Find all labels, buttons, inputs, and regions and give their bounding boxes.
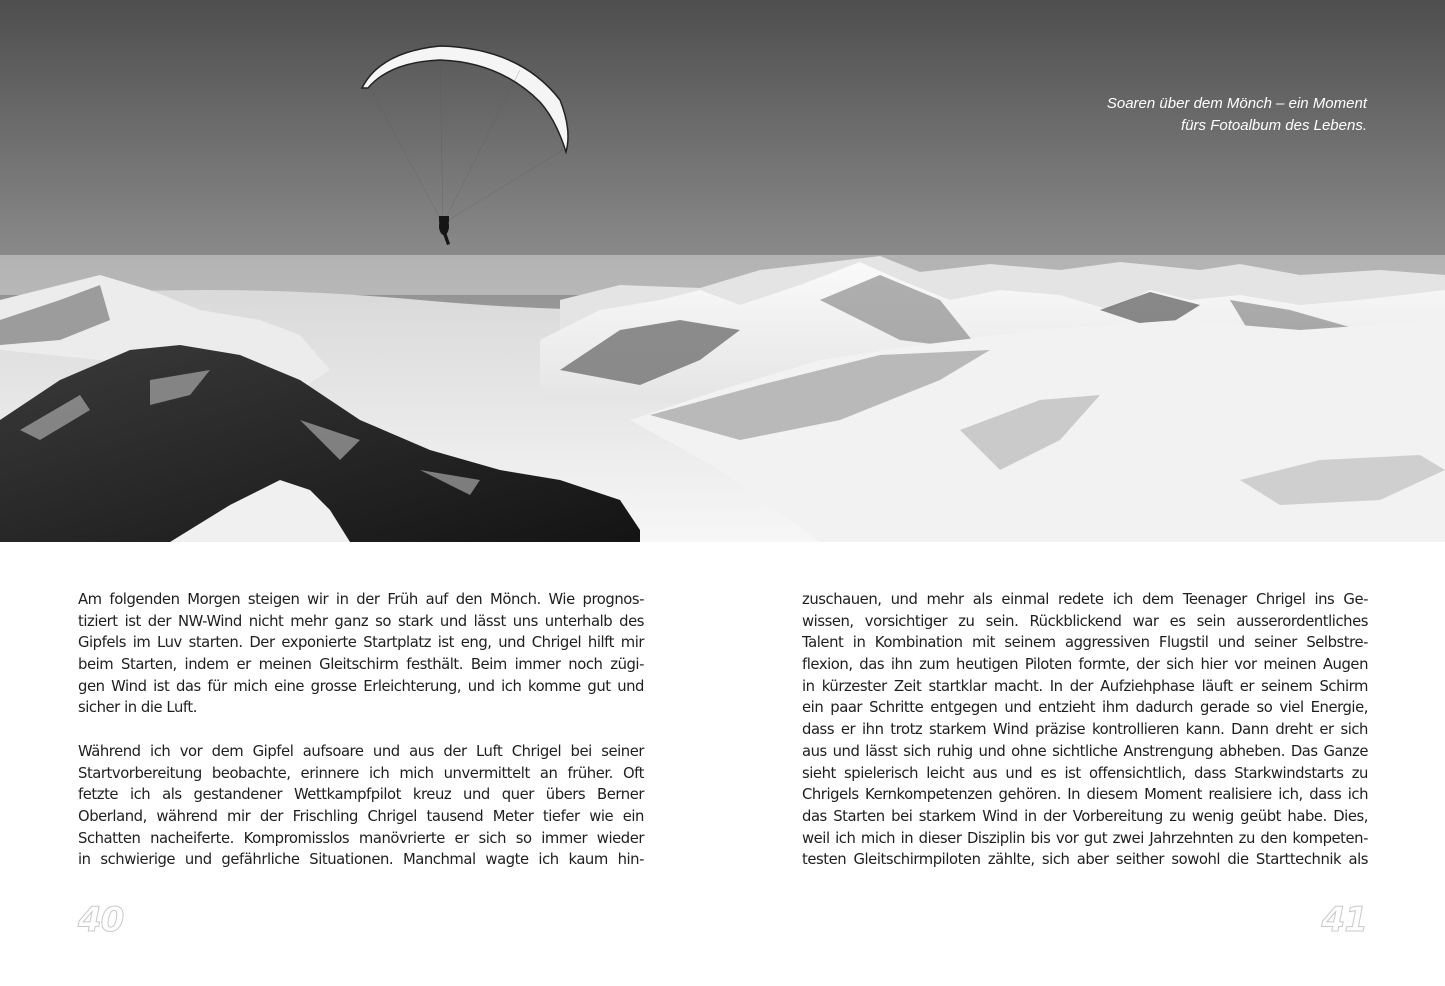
text-line: in kürzester Zeit startklar macht. In der Aufziehphase läuft er seinem Schirm xyxy=(802,677,1368,695)
text-line: Gipfels im Luv starten. Der exponierte Startplatz ist eng, und Chrigel hilft mir xyxy=(78,634,644,652)
text-line: Am folgenden Morgen steigen wir in der Früh auf den Mönch. Wie prognos- xyxy=(78,591,644,608)
text-line: sicher in die Luft. xyxy=(78,699,197,717)
text-line: sieht spielerisch leicht aus und es ist offensichtlich, dass Starkwindstarts zu xyxy=(802,764,1368,782)
text-line: Schatten nacheiferte. Kompromisslos manövrierte er sich so immer wieder xyxy=(78,829,644,847)
text-line: tiziert ist der NW-Wind nicht mehr ganz so stark und lässt uns unterhalb des xyxy=(78,612,644,630)
text-line: wissen, vorsichtiger zu sein. Rückblickend war es sein ausserordentliches xyxy=(802,612,1368,630)
text-line: testen Gleitschirmpiloten zählte, sich aber seither sowohl die Starttechnik als xyxy=(802,851,1368,869)
caption-line: Soaren über dem Mönch – ein Moment xyxy=(1106,95,1367,112)
photo-caption xyxy=(1107,93,1367,137)
paragraph xyxy=(78,741,644,871)
page-number-left: 40 xyxy=(78,900,124,940)
text-line: weil ich mich in dieser Disziplin bis vor gut zwei Jahrzehnten zu den kompeten- xyxy=(802,829,1368,847)
text-line: Oberland, während mir der Frischling Chrigel tausend Meter tiefer wie ein xyxy=(78,807,644,825)
text-line: beim Starten, indem er meinen Gleitschirm festhält. Beim immer noch zügi- xyxy=(78,656,644,674)
page-number-right: 41 xyxy=(1321,900,1367,940)
right-page-text xyxy=(802,589,1368,871)
text-line: flexion, das ihn zum heutigen Piloten formte, der sich hier vor meinen Augen xyxy=(802,656,1368,674)
text-line: Während ich vor dem Gipfel aufsoare und aus der Luft Chrigel bei seiner xyxy=(78,742,644,760)
text-line: in schwierige und gefährliche Situationen. Manchmal wagte ich kaum hin- xyxy=(78,851,644,869)
paragraph xyxy=(78,589,644,719)
text-line: Chrigels Kernkompetenzen gehören. In diesem Moment realisiere ich, dass ich xyxy=(802,786,1368,804)
text-line: gen Wind ist das für mich eine grosse Erleichterung, und ich komme gut und xyxy=(78,677,644,695)
text-line: fetzte ich als gestandener Wettkampfpilot kreuz und quer übers Berner xyxy=(78,786,644,804)
caption-line: fürs Fotoalbum des Lebens. xyxy=(1181,117,1367,134)
text-line: Startvorbereitung beobachte, erinnere ich mich unvermittelt an früher. Oft xyxy=(78,764,644,782)
text-line: ein paar Schritte entgegen und entzieht ihm dadurch gerade so viel Energie, xyxy=(802,699,1368,717)
text-line: aus und lässt sich ruhig und ohne sichtliche Anstrengung abheben. Das Ganze xyxy=(802,742,1368,760)
text-line: Talent in Kombination mit seinem aggressiven Flugstil und seiner Selbstre- xyxy=(802,634,1368,652)
left-page-text xyxy=(78,589,644,871)
text-line: dass er ihn trotz starkem Wind präzise kontrollieren kann. Dann dreht er sich xyxy=(802,721,1368,739)
text-line: das Starten bei starkem Wind in der Vorbereitung zu wenig geübt habe. Dies, xyxy=(802,807,1368,825)
text-line: zuschauen, und mehr als einmal redete ich dem Teenager Chrigel ins Ge- xyxy=(802,591,1368,608)
